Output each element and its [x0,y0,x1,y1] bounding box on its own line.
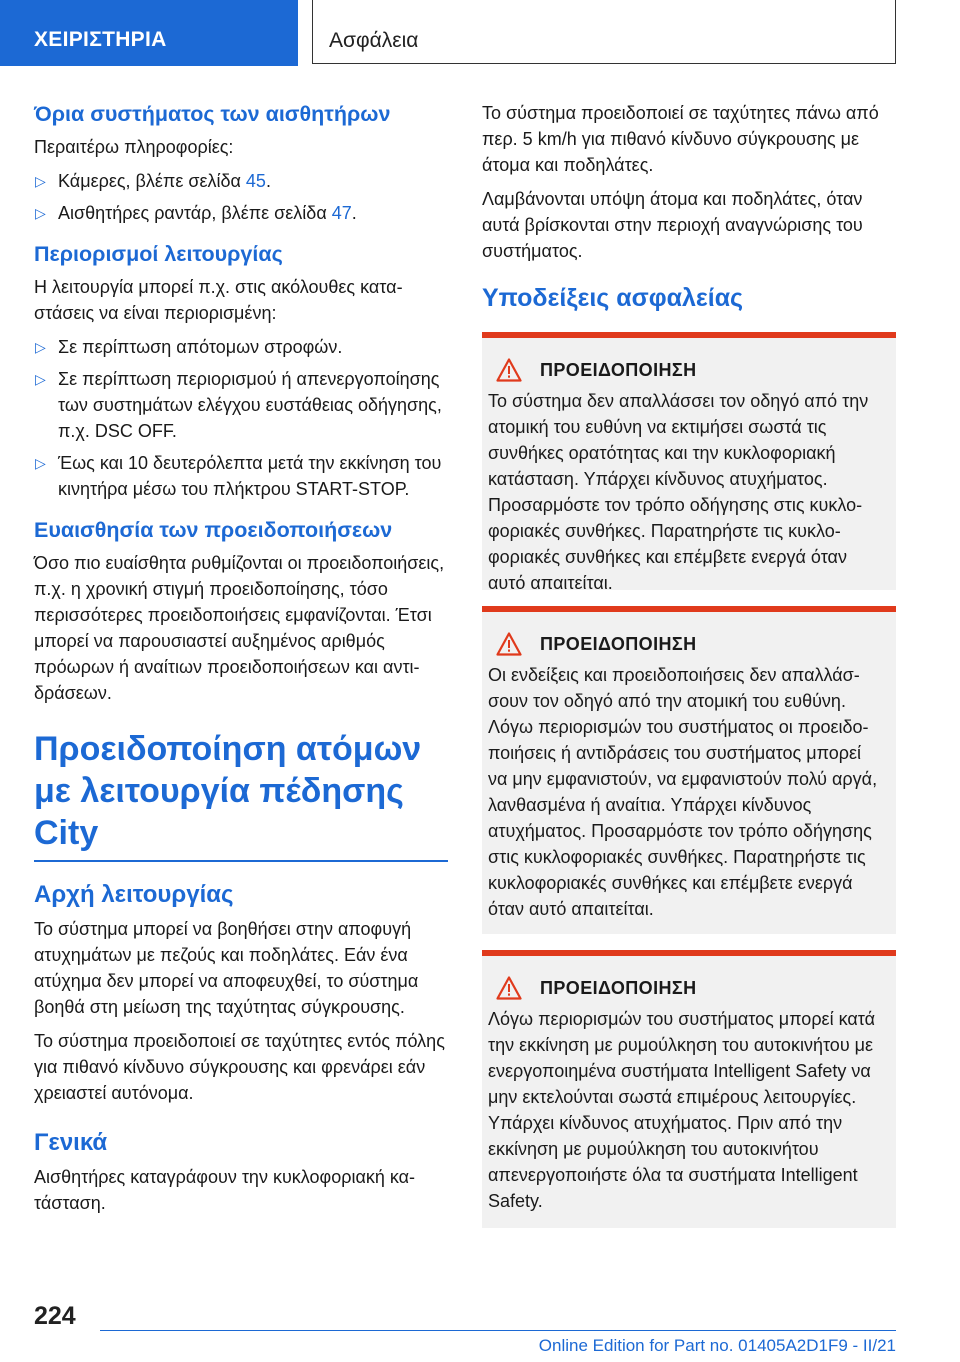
left-column [34,100,448,1224]
warning-label: ΠΡΟΕΙΔΟΠΟΙΗΣΗ [540,977,697,998]
edition-text: Online Edition for Part no. 01405A2D1F9 - II/21 [538,1336,896,1355]
list-item [34,168,448,194]
triangle-right-icon: ▷ [35,339,46,355]
function-limits-intro: Η λειτουργία μπορεί π.χ. στις ακόλουθες καταστάσεις να είναι περιορισμένη: [34,277,403,323]
chapter-heading: Προειδοποίηση ατόμων με λειτουργία πέδησης City [34,730,422,852]
warning-text: Λόγω περιορισμών του συστήματος μπορεί κατά την εκκίνηση με ρυμούλκηση του αυτοκινήτου με ενεργοποιημένα συστήματα Intelligent Safety να μην εκτελούνται σωστά επιμέρους λειτουργίες. Υπάρχει κίνδυνος ατυχήματος. Πριν από την εκκίνηση με ρυμούλκηση του αυτοκινήτου απενεργοποιήστε όλα τα συστήματα Intelligent Safety. [488,1009,876,1211]
warning-triangle-icon [496,632,522,656]
principle-paragraph-1: Το σύστημα μπορεί να βοηθήσει στην αποφυγή ατυχημάτων με πεζούς και ποδηλάτες. Εάν ένα ατύχημα δεν μπορεί να αποφευχθεί, το σύστημα βοηθά στη μείωση της ταχύτητας σύγκρουσης. [34,919,419,1017]
warning-text: Οι ενδείξεις και προειδοποιήσεις δεν απαλλάσσουν τον οδηγό από την ατομική του ευθύνη. Λόγω περιορισμών του συστήματος οι προειδοποιήσεις ή αντιδράσεις του συστήματος μπορεί να μην εμφανιστούν, να εμφανιστούν πολύ αργά, λανθασμένα ή αναίτια. Υπάρχει κίνδυνος ατυχήματος. Προσαρμόστε τον τρόπο οδήγησης στις κυκλοφοριακές συνθήκες. Παρατηρήστε τις κυκλοφοριακές συνθήκες και επέμβετε ενεργά όταν αυτό απαιτείται. [488,665,878,919]
list-item-text: Έως και 10 δευτερόλεπτα μετά την εκκίνηση του κινητήρα μέσω του πλήκτρου START-STOP. [58,453,442,499]
triangle-right-icon: ▷ [35,173,46,189]
sensitivity-heading: Ευαισθησία των προειδοποιήσεων [34,518,393,542]
list-item [34,200,448,226]
limits-list [34,168,448,226]
warning-box [482,332,896,593]
warning-triangle-icon [496,976,522,1000]
triangle-right-icon: ▷ [35,371,46,387]
heading-divider [34,860,448,862]
page-link[interactable]: 47 [331,203,352,223]
warning-box [482,950,896,1228]
list-item-text: Κάμερες, βλέπε σελίδα [58,171,246,191]
list-item [34,334,448,360]
principle-heading: Αρχή λειτουργίας [34,881,234,908]
right-paragraph-1: Το σύστημα προειδοποιεί σε ταχύτητες πάνω από περ. 5 km/h για πιθανό κίνδυνο σύγκρουσης με άτομα και ποδηλάτες. [482,103,879,175]
triangle-right-icon: ▷ [35,455,46,471]
general-text: Αισθητήρες καταγράφουν την κυκλοφοριακή κατάσταση. [34,1167,416,1213]
function-limits-heading: Περιορισμοί λειτουργίας [34,242,283,266]
chapter-tab[interactable]: ΧΕΙΡΙΣΤΗΡΙΑ [0,0,298,66]
limits-heading: Όρια συστήματος των αισθητήρων [34,102,391,126]
list-item-text: Αισθητήρες ραντάρ, βλέπε σελίδα [58,203,332,223]
list-item [34,450,448,502]
list-item-end: . [265,171,271,191]
warning-header [488,976,884,1000]
function-limits-list [34,334,448,502]
section-title: Ασφάλεια [312,0,896,64]
footer-divider [100,1330,896,1331]
warning-header [488,632,884,656]
general-heading: Γενικά [34,1129,108,1156]
list-item-text: Σε περίπτωση περιορισμού ή απενεργοποίησης των συστημάτων ελέγχου ευστάθειας οδήγησης, π.χ. DSC OFF. [58,369,442,441]
warning-text: Το σύστημα δεν απαλλάσσει τον οδηγό από την ατομική του ευθύνη να εκτιμήσει σωστά τις συνθήκες ορατότητας και την κυκλοφοριακή κατάσταση. Υπάρχει κίνδυνος ατυχήματος. Προσαρμόστε τον τρόπο οδήγησης στις κυκλοφοριακές συνθήκες. Παρατηρήστε τις κυκλοφοριακές συνθήκες και επέμβετε ενεργά όταν αυτό απαιτείται. [488,391,869,593]
warning-label: ΠΡΟΕΙΔΟΠΟΙΗΣΗ [540,633,697,654]
list-item [34,366,448,444]
sensitivity-text: Όσο πιο ευαίσθητα ρυθμίζονται οι προειδοποιήσεις, π.χ. η χρονική στιγμή προειδοποίησης, τόσο περισσότερες προειδοποιήσεις εμφανίζονται. Έτσι μπορεί να παρουσιαστεί αυξημένος αριθμός πρόωρων ή αναίτιων προειδοποιήσεων και αντιδράσεων. [34,553,445,703]
right-paragraph-2: Λαμβάνονται υπόψη άτομα και ποδηλάτες, όταν αυτά βρίσκονται στην περιοχή αναγνώρισης του συστήματος. [482,189,863,261]
principle-paragraph-2: Το σύστημα προειδοποιεί σε ταχύτητες εντός πόλης για πιθανό κίνδυνο σύγκρουσης και φρενάρει εάν χρειαστεί αυτόνομα. [34,1031,445,1103]
warning-triangle-icon [496,358,522,382]
warning-label: ΠΡΟΕΙΔΟΠΟΙΗΣΗ [540,359,697,380]
page-number: 224 [34,1302,76,1330]
right-column [482,100,896,1240]
triangle-right-icon: ▷ [35,205,46,221]
limits-intro: Περαιτέρω πληροφορίες: [34,137,234,157]
page-link[interactable]: 45 [245,171,266,191]
warning-box [482,606,896,934]
list-item-end: . [351,203,357,223]
list-item-text: Σε περίπτωση απότομων στροφών. [58,337,343,357]
safety-heading: Υποδείξεις ασφαλείας [482,284,744,312]
warning-header [488,358,884,382]
